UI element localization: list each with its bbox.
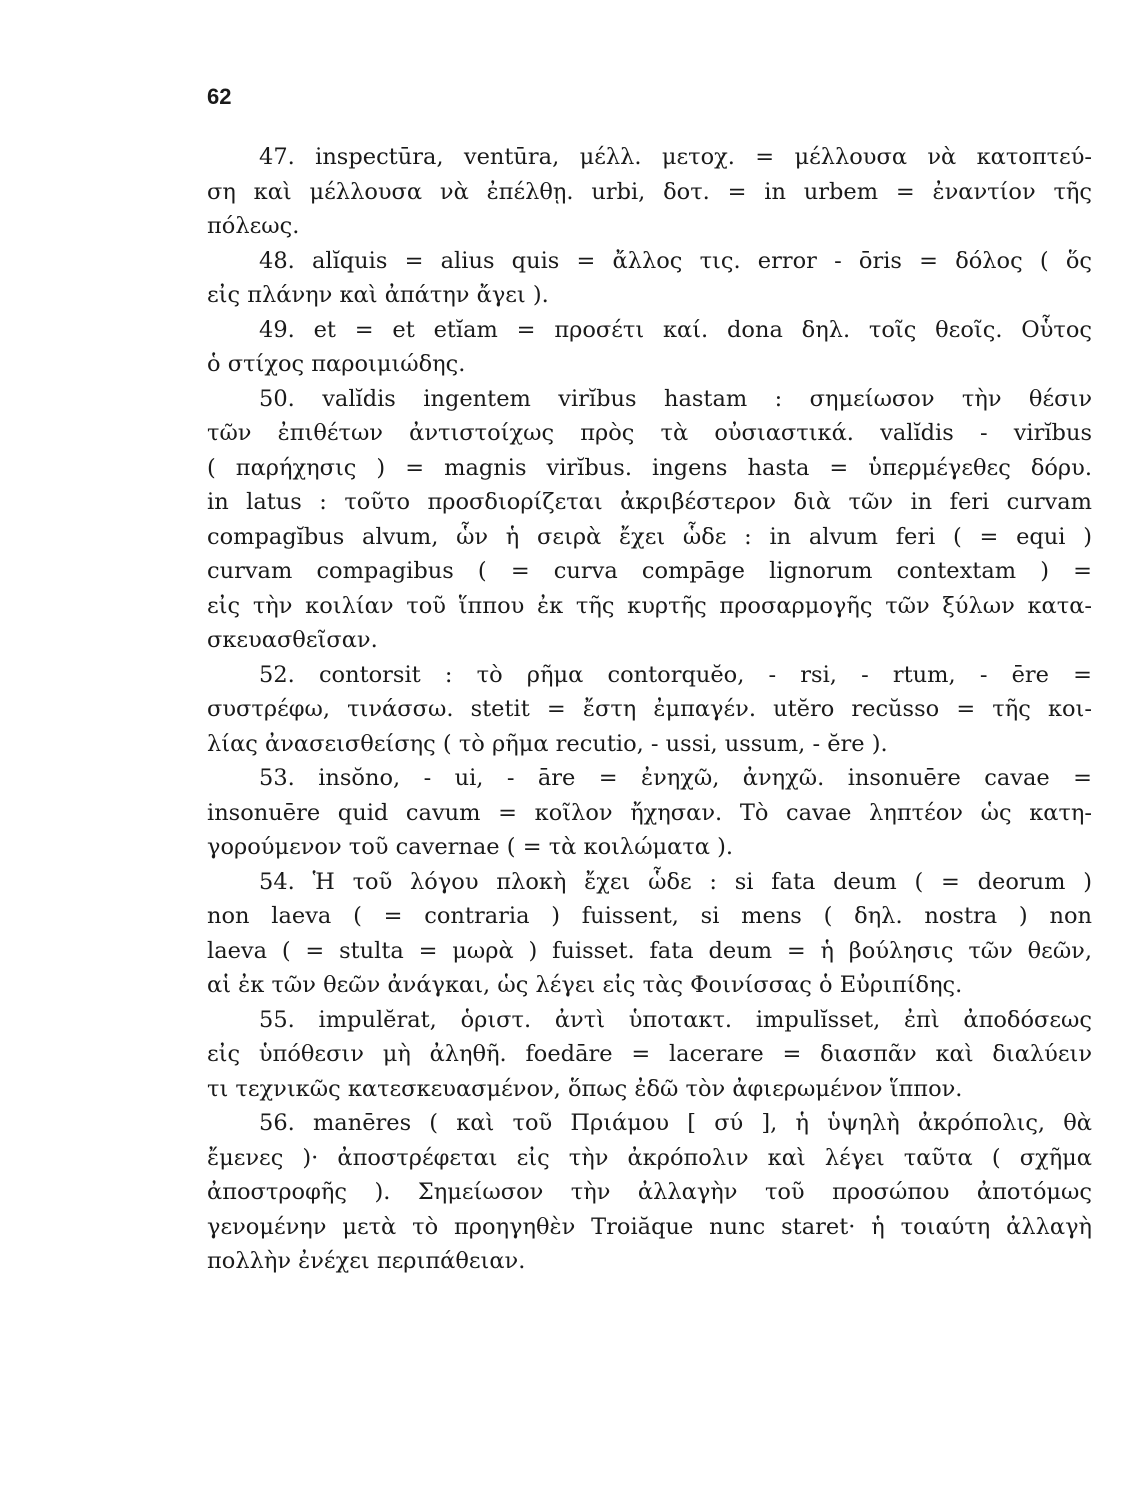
text-line: τῶν ἐπιθέτων ἀντιστοίχως πρὸς τὰ οὐσιαστικά. valĭdis - virĭbus (207, 420, 1092, 446)
text-line: ( παρήχησις ) = magnis virĭbus. ingens hasta = ὑπερμέγεθες δόρυ. (207, 454, 1092, 481)
text-line: συστρέφω, τινάσσω. stetit = ἔστη ἐμπαγέν. utĕro recŭsso = τῆς κοι- (207, 696, 1092, 722)
page-number: 62 (207, 84, 232, 109)
page-body (207, 140, 1092, 1279)
text-line: λίας ἀνασεισθείσης ( τὸ ρῆμα recutio, - ussi, ussum, - ĕre ). (207, 730, 888, 757)
text-line: εἰς ὑπόθεσιν μὴ ἀληθῆ. foedāre = lacerare = διασπᾶν καὶ διαλύειν (207, 1041, 1092, 1067)
text-line: insonuēre quid cavum = κοῖλον ἤχησαν. Τὸ cavae ληπτέον ὡς κατη- (207, 799, 1092, 826)
text-line: 55. impulĕrat, ὁριστ. ἀντὶ ὑποτακτ. impulĭsset, ἐπὶ ἀποδόσεως (259, 1006, 1092, 1033)
text-line: πόλεως. (207, 213, 300, 239)
text-line: 47. inspectūra, ventūra, μέλλ. μετοχ. = μέλλουσα νὰ κατοπτεύ- (259, 144, 1092, 170)
text-line: 54. Ἡ τοῦ λόγου πλοκὴ ἔχει ὧδε : si fata deum ( = deorum ) (259, 868, 1092, 895)
text-line: ση καὶ μέλλουσα νὰ ἐπέλθῃ. urbi, δοτ. = in urbem = ἐναντίον τῆς (207, 178, 1092, 205)
text-line: laeva ( = stulta = μωρὰ ) fuisset. fata deum = ἡ βούλησις τῶν θεῶν, (207, 937, 1092, 964)
text-line: τι τεχνικῶς κατεσκευασμένον, ὅπως ἐδῶ τὸν ἀφιερωμένον ἵππον. (207, 1075, 963, 1102)
text-line: curvam compagibus ( = curva compāge lignorum contextam ) = (207, 558, 1092, 584)
text-line: 56. manēres ( καὶ τοῦ Πριάμου [ σύ ], ἡ ὑψηλὴ ἀκρόπολις, θὰ (259, 1110, 1092, 1136)
text-line: 48. alĭquis = alius quis = ἄλλος τις. error - ōris = δόλος ( ὅς (259, 247, 1092, 274)
text-line: non laeva ( = contraria ) fuissent, si mens ( δηλ. nostra ) non (207, 903, 1092, 929)
text-line: 52. contorsit : τὸ ρῆμα contorquĕo, - rsi, - rtum, - ēre = (259, 661, 1092, 688)
text-line: ἀποστροφῆς ). Σημείωσον τὴν ἀλλαγὴν τοῦ προσώπου ἀποτόμως (207, 1179, 1092, 1205)
text-line: πολλὴν ἐνέχει περιπάθειαν. (207, 1248, 526, 1274)
text-line: εἰς πλάνην καὶ ἀπάτην ἄγει ). (207, 282, 549, 308)
text-line: 53. insŏno, - ui, - āre = ἐνηχῶ, ἀνηχῶ. insonuēre cavae = (259, 765, 1092, 791)
text-line: γορούμενον τοῦ cavernae ( = τὰ κοιλώματα ). (207, 834, 734, 860)
text-line: 49. et = et etĭam = προσέτι καί. dona δηλ. τοῖς θεοῖς. Οὗτος (259, 316, 1092, 343)
text-line: σκευασθεῖσαν. (207, 627, 378, 653)
text-line: αἱ ἐκ τῶν θεῶν ἀνάγκαι, ὡς λέγει εἰς τὰς Φοινίσσας ὁ Εὐριπίδης. (207, 972, 963, 998)
text-line: compagĭbus alvum, ὧν ἡ σειρὰ ἔχει ὧδε : in alvum feri ( = equi ) (207, 523, 1092, 550)
text-line: ὁ στίχος παροιμιώδης. (207, 351, 466, 377)
text-line: γενομένην μετὰ τὸ προηγηθὲν Troiăque nunc staret· ἡ τοιαύτη ἀλλαγὴ (207, 1213, 1092, 1240)
text-line: εἰς τὴν κοιλίαν τοῦ ἵππου ἐκ τῆς κυρτῆς προσαρμογῆς τῶν ξύλων κατα- (207, 592, 1092, 619)
text-line: ἔμενες )· ἀποστρέφεται εἰς τὴν ἀκρόπολιν καὶ λέγει ταῦτα ( σχῆμα (207, 1144, 1092, 1171)
text-line: in latus : τοῦτο προσδιορίζεται ἀκριβέστερον διὰ τῶν in feri curvam (207, 489, 1092, 515)
text-line: 50. valĭdis ingentem virĭbus hastam : σημείωσον τὴν θέσιν (259, 385, 1092, 412)
